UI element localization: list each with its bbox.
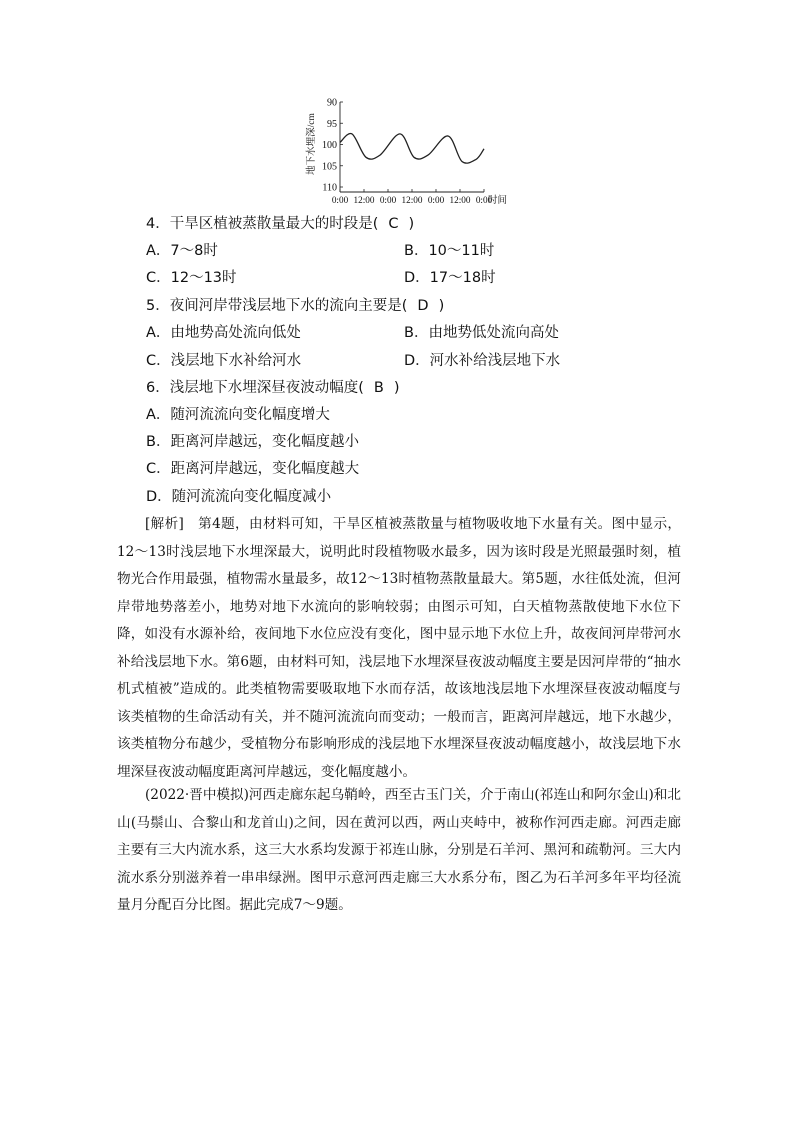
groundwater-depth-chart <box>292 96 524 208</box>
answer-letter: D <box>417 298 429 314</box>
option-c: C．浅层地下水补给河水 <box>146 353 302 369</box>
x-tick-label: 0:00 <box>475 195 493 205</box>
question-4-stem <box>146 214 414 234</box>
analysis-text: [解析] 第4题，由材料可知，干旱区植被蒸散量与植物吸收地下水量有关。图中显示，12～13时浅层地下水埋深最大，说明此时段植物吸水最多，因为该时段是光照最强时刻，植物光合作用最强，植物需水量最多，故12～13时植物蒸散量最大。第5题，水往低处流，但河岸带地势落差小，地势对地下水流向的影响较弱；由图示可知，白天植物蒸散使地下水位下降，如没有水源补给，夜间地下水位应没有变化，图中显示地下水位上升，故夜间河岸带河水补给浅层地下水。第6题，由材料可知，浅层地下水埋深昼夜波动幅度主要是因河岸带的“抽水机式植被”造成的。此类植物需要吸取地下水而存活，故该地浅层地下水埋深昼夜波动幅度与该类植物的生命活动有关，并不随河流流向而变动；一般而言，距离河岸越远，地下水越少，该类植物分布越少，受植物分布影响形成的浅层地下水埋深昼夜波动幅度越小，故浅层地下水埋深昼夜波动幅度距离河岸越远，变化幅度越小。 <box>117 516 681 780</box>
y-tick-label: 90 <box>327 97 337 109</box>
option-a: A．由地势高处流向低处 <box>146 325 301 341</box>
x-tick-label: 0:00 <box>331 195 349 205</box>
y-tick-label: 100 <box>322 140 337 151</box>
material-text: (2022·晋中模拟)河西走廊东起乌鞘岭，西至古玉门关，介于南山(祁连山和阿尔金山)和北山(马鬃山、合黎山和龙首山)之间，因在黄河以西，两山夹峙中，被称作河西走廊。河西走廊主要有三大内流水系，这三大水系均发源于祁连山脉，分别是石羊河、黑河和疏勒河。三大内流水系分别滋养着一串串绿洲。图甲示意河西走廊三大水系分布，图乙为石羊河多年平均径流量月分配百分比图。据此完成7～9题。 <box>117 787 681 913</box>
y-tick-label: 105 <box>322 161 337 173</box>
x-tick-label: 12:00 <box>449 195 471 205</box>
x-axis-label: 时间 <box>488 196 508 206</box>
option-b: B．距离河岸越远，变化幅度越小 <box>146 434 359 450</box>
answer-letter: B <box>373 380 384 396</box>
question-5-stem <box>146 296 444 316</box>
y-tick-label: 95 <box>327 118 337 130</box>
question-stem-text: 5．夜间河岸带浅层地下水的流向主要是( <box>146 298 408 314</box>
option-a: A．随河流流向变化幅度增大 <box>146 407 330 423</box>
answer-letter: C <box>388 216 399 232</box>
option-b: B．由地势低处流向高处 <box>404 325 559 341</box>
question-stem-text: 6．浅层地下水埋深昼夜波动幅度( <box>146 380 364 396</box>
question-stem-text: 4．干旱区植被蒸散量最大的时段是( <box>146 216 379 232</box>
option-c: C．12～13时 <box>146 270 237 286</box>
option-c: C．距离河岸越远，变化幅度越大 <box>146 461 360 477</box>
option-b: B．10～11时 <box>404 243 495 259</box>
option-d: D．随河流流向变化幅度减小 <box>146 489 332 505</box>
option-d: D．河水补给浅层地下水 <box>404 353 561 369</box>
y-tick-label: 110 <box>322 182 337 194</box>
option-a: A．7～8时 <box>146 243 218 259</box>
y-axis-label: 地下水埋深/cm <box>307 113 317 175</box>
material-paragraph <box>117 782 681 920</box>
stem-close: ) <box>408 216 415 232</box>
stem-close: ) <box>393 380 400 396</box>
x-tick-label: 0:00 <box>427 195 445 205</box>
x-tick-label: 0:00 <box>379 195 397 205</box>
groundwater-depth-line <box>340 133 484 163</box>
x-tick-label: 12:00 <box>353 195 375 205</box>
stem-close: ) <box>438 298 445 314</box>
x-tick-label: 12:00 <box>401 195 423 205</box>
option-d: D．17～18时 <box>404 270 496 286</box>
analysis-paragraph <box>117 511 681 786</box>
question-6-stem <box>146 378 400 398</box>
